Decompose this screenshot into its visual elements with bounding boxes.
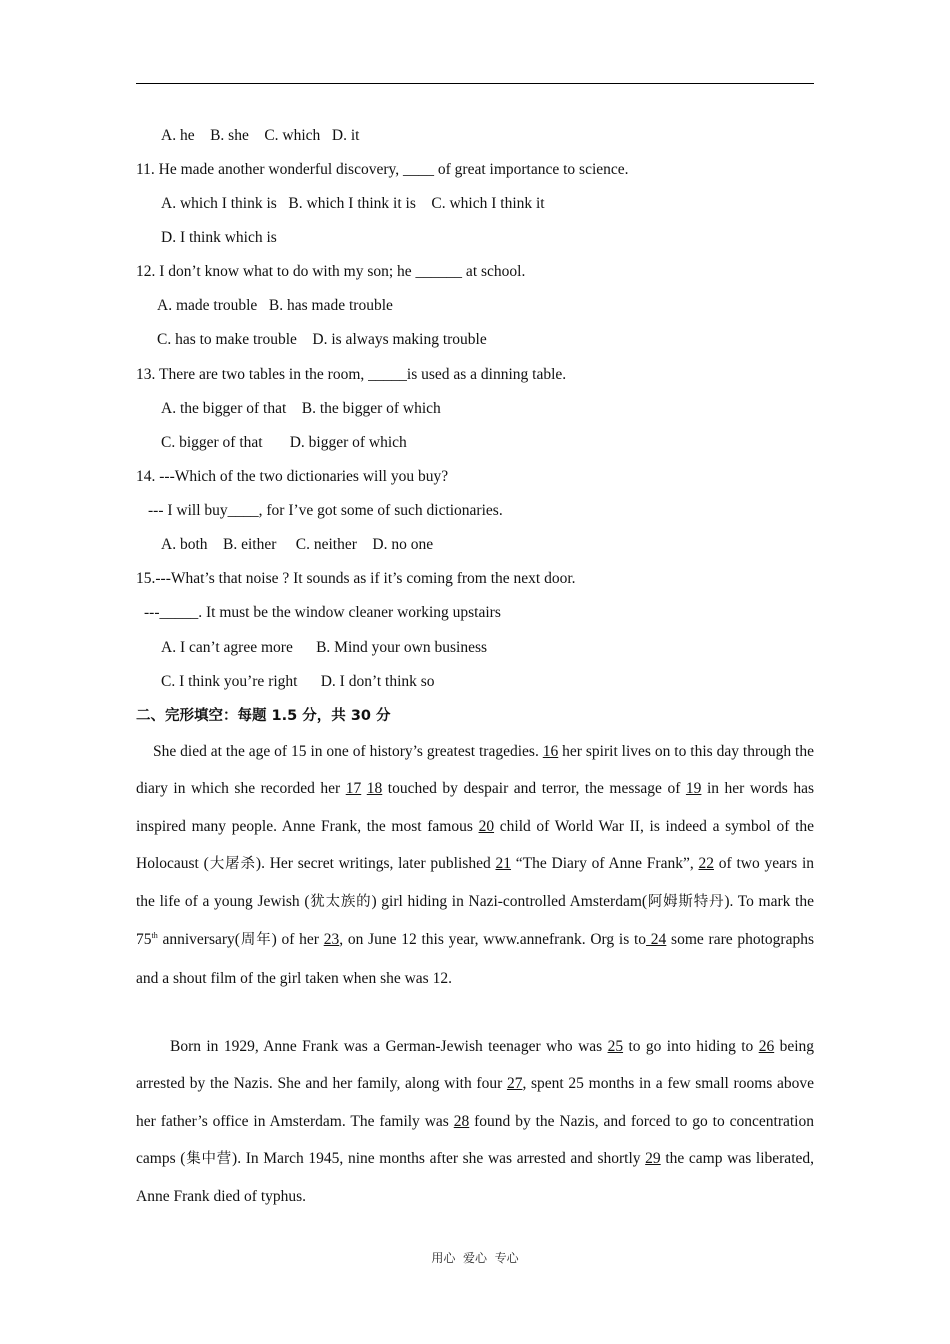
blank-26: 26 bbox=[758, 1038, 775, 1055]
section-heading: 二、完形填空：每题 1.5 分，共 30 分 bbox=[136, 708, 391, 724]
question-13: 13. There are two tables in the room, _____is used as a dinning table. bbox=[136, 366, 567, 383]
options-q14-line1: A. both B. either C. neither D. no one bbox=[161, 536, 434, 553]
options-q13-line2: C. bigger of that D. bigger of which bbox=[161, 434, 407, 451]
blank-27: 27 bbox=[506, 1075, 523, 1093]
options-q15-line2: C. I think you’re right D. I don’t think so bbox=[161, 673, 435, 690]
question-14: 14. ---Which of the two dictionaries will you buy? bbox=[136, 468, 449, 485]
header-rule bbox=[136, 83, 814, 84]
options-q15-line1: A. I can’t agree more B. Mind your own business bbox=[161, 639, 488, 656]
options-q13-line1: A. the bigger of that B. the bigger of which bbox=[161, 400, 441, 417]
blank-19: 19 bbox=[685, 780, 702, 798]
blank-23: 23 bbox=[323, 931, 340, 949]
options-q12-line1: A. made trouble B. has made trouble bbox=[157, 297, 393, 314]
blank-28: 28 bbox=[453, 1112, 470, 1130]
blank-29: 29 bbox=[645, 1149, 661, 1167]
reply-q14: --- I will buy____, for I’ve got some of such dictionaries. bbox=[148, 502, 503, 519]
blank-22: 22 bbox=[698, 854, 714, 872]
blank-20: 20 bbox=[478, 817, 495, 835]
cloze-paragraph-1: She died at the age of 15 in one of history’s greatest tragedies. 16 her spirit lives on to this day through the diary in which she recorded her 17 18 touched by despair and terror, the message of 19 in her words has inspired many people. Anne Frank, the most famous 20 child of World War II, is indeed a symbol of the Holocaust (大屠杀). Her secret writings, later published 21 “The Diary of Anne Frank”, 22 of two years in the life of a young Jewish (犹太族的) girl hiding in Nazi-controlled Amsterdam(阿姆斯特丹). To mark the 75th anniversary(周年) of her 23, on June 12 this year, www.annefrank. Org is to 24 some rare photographs and a shout film of the girl taken when she was 12. bbox=[136, 743, 815, 987]
options-q10: A. he B. she C. which D. it bbox=[161, 127, 360, 144]
question-12: 12. I don’t know what to do with my son; he ______ at school. bbox=[136, 263, 526, 280]
blank-18: 18 bbox=[366, 780, 383, 798]
options-q11-line2: D. I think which is bbox=[161, 229, 277, 246]
cloze-paragraph-2: Born in 1929, Anne Frank was a German-Jewish teenager who was 25 to go into hiding to 26 being arrested by the Nazis. She and her family, along with four 27, spent 25 months in a few small rooms above her father’s office in Amsterdam. The family was 28 found by the Nazis, and forced to go to concentration camps (集中营). In March 1945, nine months after she was arrested and shortly 29 the camp was liberated, Anne Frank died of typhus. bbox=[136, 1038, 815, 1206]
blank-16: 16 bbox=[542, 743, 559, 760]
page-footer: 用心 爱心 专心 bbox=[431, 1251, 519, 1265]
reply-q15: ---_____. It must be the window cleaner working upstairs bbox=[144, 604, 501, 621]
options-q11-line1: A. which I think is B. which I think it is C. which I think it bbox=[161, 195, 545, 212]
question-15: 15.---What’s that noise ? It sounds as if it’s coming from the next door. bbox=[136, 570, 576, 587]
question-11: 11. He made another wonderful discovery, ____ of great importance to science. bbox=[136, 161, 629, 178]
blank-21: 21 bbox=[495, 854, 511, 872]
blank-24: 24 bbox=[646, 931, 667, 949]
options-q12-line2: C. has to make trouble D. is always making trouble bbox=[157, 331, 487, 348]
blank-17: 17 bbox=[345, 780, 362, 798]
blank-25: 25 bbox=[607, 1038, 624, 1055]
